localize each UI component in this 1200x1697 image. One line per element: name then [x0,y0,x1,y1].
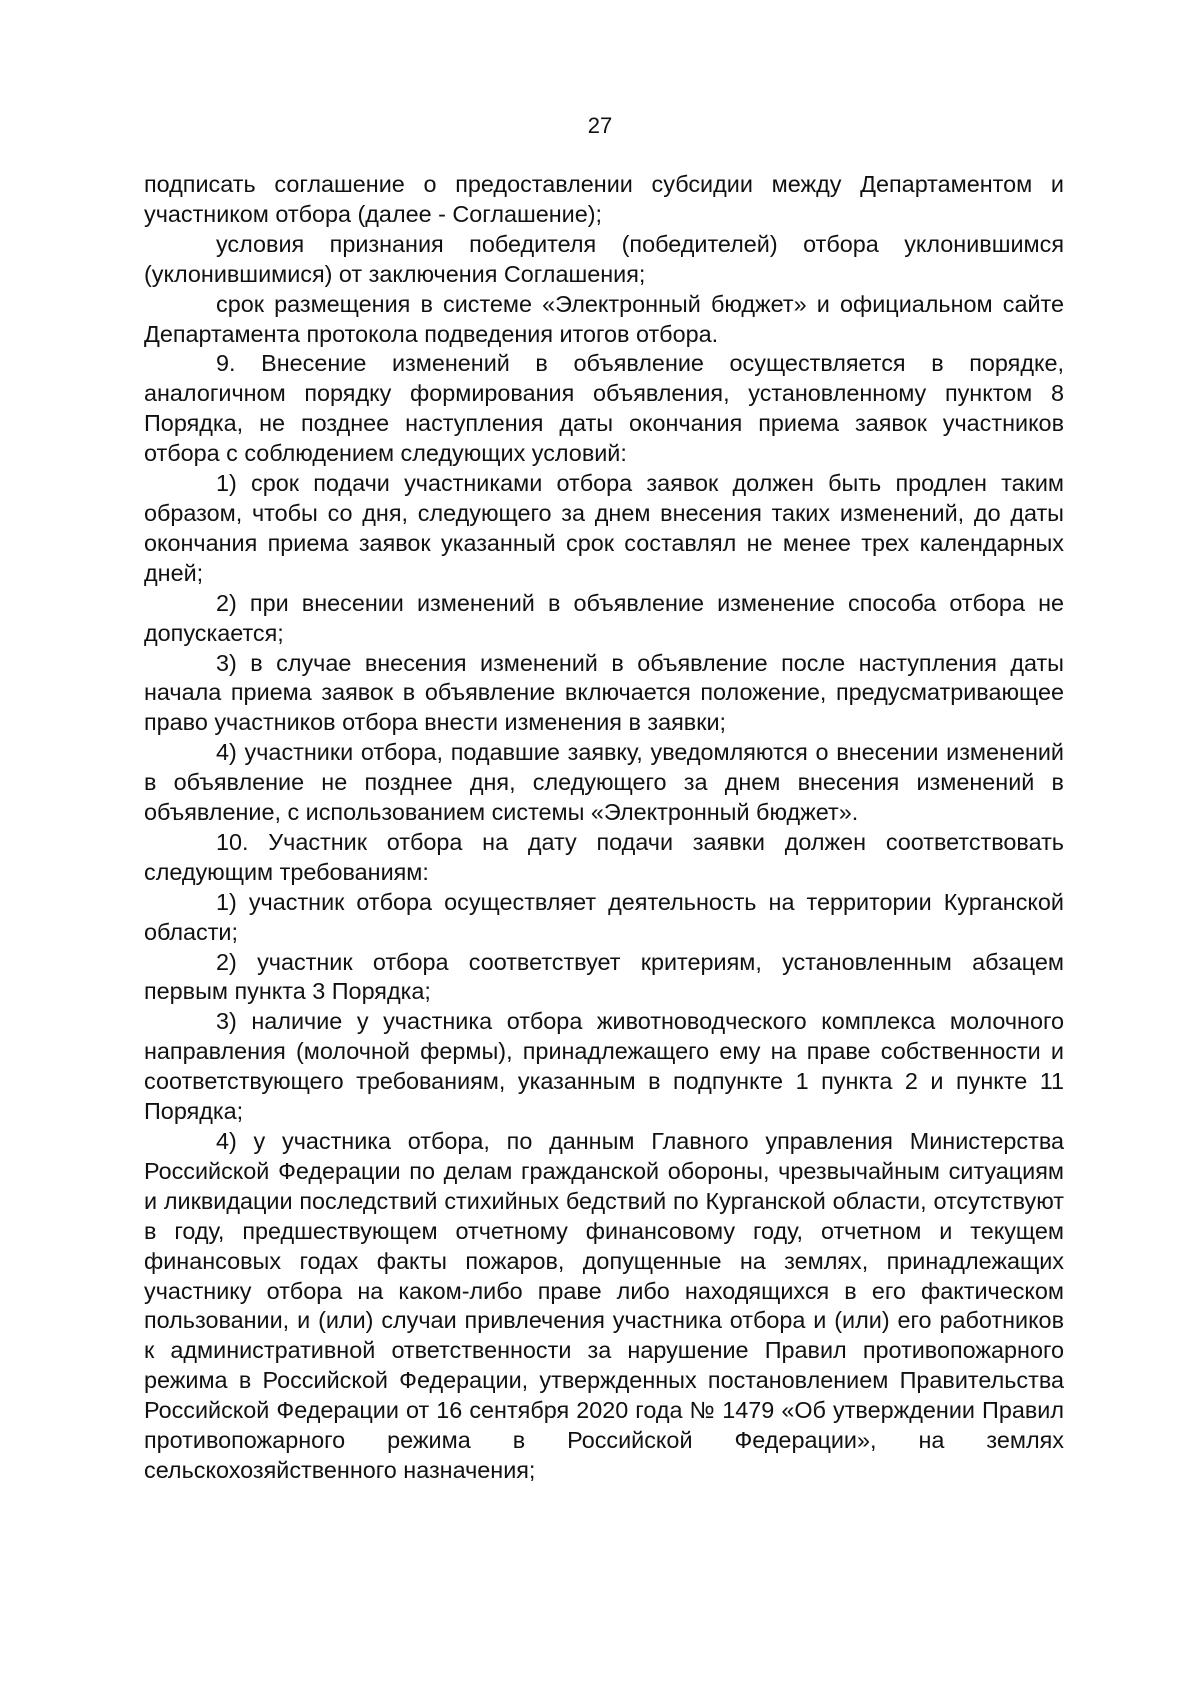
paragraph-11: 2) участник отбора соответствует критериям, установленным абзацем первым пункта 3 Порядка; [144,948,1064,1005]
paragraph-1: подписать соглашение о предоставлении субсидии между Департаментом и участником отбора (далее - Соглашение); [144,171,1064,227]
paragraph-4: 9. Внесение изменений в объявление осуществляется в порядке, аналогичном порядку формирования объявления, установленному пунктом 8 Порядка, не позднее наступления даты окончания приема заявок участников отбора с соблюдением следующих условий: [144,350,1064,467]
paragraph-9: 10. Участник отбора на дату подачи заявки должен соответствовать следующим требованиям: [144,828,1064,885]
paragraph-8: 4) участники отбора, подавшие заявку, уведомляются о внесении изменений в объявление не позднее дня, следующего за днем внесения изменений в объявление, с использованием системы «Электронный бюджет». [144,739,1064,826]
page-number: 27 [587,113,613,138]
paragraph-6: 2) при внесении изменений в объявление изменение способа отбора не допускается; [144,589,1064,646]
paragraph-13: 4) у участника отбора, по данным Главного управления Министерства Российской Федерации по делам гражданской обороны, чрезвычайным ситуациям и ликвидации последствий стихийных бедствий по Курганской области, отсутствуют в году, предшествующем отчетному финансовому году, отчетном и текущем финансовых годах факты пожаров, допущенные на землях, принадлежащих участнику отбора на каком-либо праве либо находящихся в его фактическом пользовании, и (или) случаи привлечения участника отбора и (или) его работников к административной ответственности за нарушение Правил противопожарного режима в Российской Федерации, утвержденных постановлением Правительства Российской Федерации от 16 сентября 2020 года № 1479 «Об утверждении Правил противопожарного режима в Российской Федерации», на землях сельскохозяйственного назначения; [144,1128,1064,1483]
paragraph-7: 3) в случае внесения изменений в объявление после наступления даты начала приема заявок в объявление включается положение, предусматривающее право участников отбора внести изменения в заявки; [144,649,1064,736]
paragraph-3: срок размещения в системе «Электронный бюджет» и официальном сайте Департамента протокола подведения итогов отбора. [144,290,1064,347]
paragraph-5: 1) срок подачи участниками отбора заявок должен быть продлен таким образом, чтобы со дня, следующего за днем внесения таких изменений, до даты окончания приема заявок указанный срок составлял не менее трех календарных дней; [144,470,1064,586]
paragraph-10: 1) участник отбора осуществляет деятельность на территории Курганской области; [144,888,1064,945]
document-body [144,170,1064,1486]
paragraph-12: 3) наличие у участника отбора животноводческого комплекса молочного направления (молочной фермы), принадлежащего ему на праве собственности и соответствующего требованиям, указанным в подпункте 1 пункта 2 и пункте 11 Порядка; [144,1008,1064,1125]
paragraph-2: условия признания победителя (победителей) отбора уклонившимся (уклонившимися) от заключения Соглашения; [144,230,1064,287]
